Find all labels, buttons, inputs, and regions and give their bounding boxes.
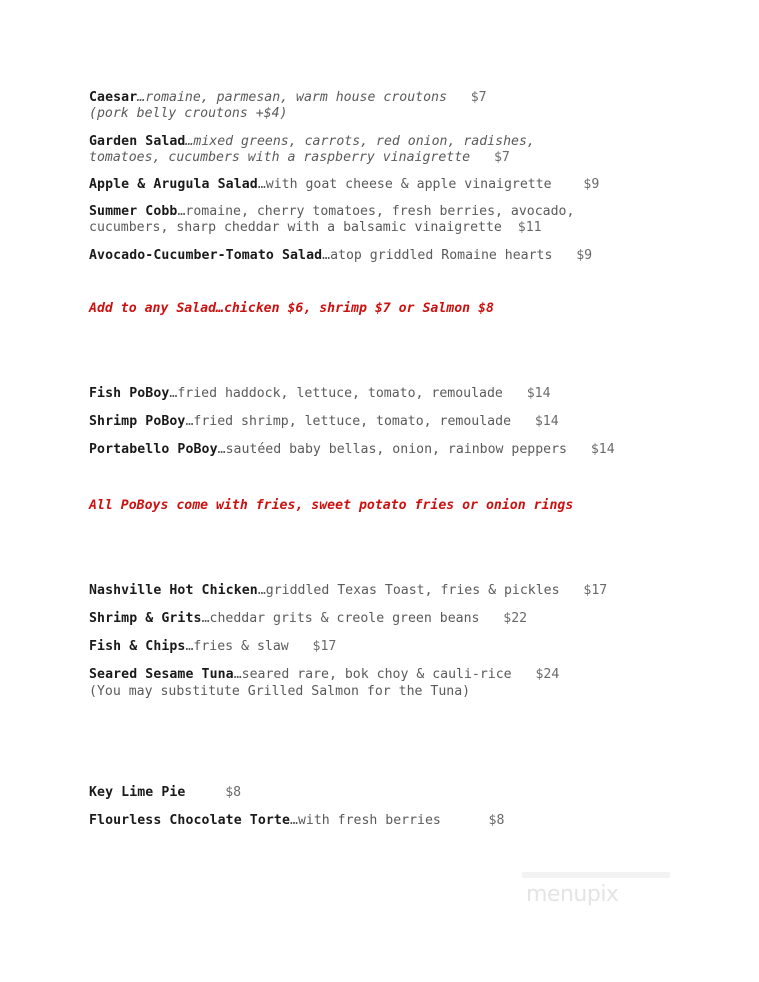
menu-item-apple-arugula <box>89 177 599 193</box>
item-price: $8 <box>488 813 505 828</box>
item-description: …sautéed baby bellas, onion, rainbow peppers <box>217 442 567 457</box>
item-name: Fish PoBoy <box>89 386 170 401</box>
watermark-text: menupix <box>526 882 619 907</box>
item-description: …griddled Texas Toast, fries & pickles <box>257 583 560 598</box>
item-description: cucumbers, sharp cheddar with a balsamic vinaigrette <box>89 220 502 235</box>
menu-item-summer-cobb <box>89 204 574 220</box>
item-price: $14 <box>534 414 559 429</box>
item-price: $17 <box>312 639 337 654</box>
menu-item-chocolate-torte <box>89 813 504 829</box>
item-price: $17 <box>583 583 608 598</box>
item-name: Avocado-Cucumber-Tomato Salad <box>89 248 323 263</box>
menu-item-key-lime-pie <box>89 785 241 801</box>
item-description: tomatoes, cucumbers with a raspberry vinaigrette <box>89 150 471 165</box>
caesar-extra: (pork belly croutons +$4) <box>89 106 288 121</box>
item-name: Garden Salad <box>89 134 186 149</box>
poboy-sides-note: All PoBoys come with fries, sweet potato fries or onion rings <box>89 498 574 513</box>
tuna-substitution-note: (You may substitute Grilled Salmon for the Tuna) <box>89 684 471 699</box>
item-name: Portabello PoBoy <box>89 442 218 457</box>
menu-item-shrimp-poboy <box>89 414 559 430</box>
item-price: $9 <box>576 248 593 263</box>
item-name: Fish & Chips <box>89 639 186 654</box>
item-price: $8 <box>225 785 242 800</box>
item-name: Apple & Arugula Salad <box>89 177 258 192</box>
item-name: Summer Cobb <box>89 204 178 219</box>
item-name: Seared Sesame Tuna <box>89 667 234 682</box>
item-description: …with fresh berries <box>290 813 441 828</box>
item-description: …with goat cheese & apple vinaigrette <box>257 177 552 192</box>
menu-item-nashville-hot-chicken <box>89 583 607 599</box>
menu-item-shrimp-grits <box>89 611 527 627</box>
item-extra-note <box>89 106 288 122</box>
item-price: $24 <box>535 667 560 682</box>
item-description: …fries & slaw <box>185 639 289 654</box>
menu-item-summer-cobb-cont <box>89 220 542 236</box>
item-description: …atop griddled Romaine hearts <box>322 248 553 263</box>
item-name: Shrimp PoBoy <box>89 414 186 429</box>
item-price: $9 <box>583 177 600 192</box>
item-description: …fried haddock, lettuce, tomato, remoulade <box>169 386 503 401</box>
menu-item-avocado-salad <box>89 248 592 264</box>
item-name: Caesar <box>89 90 138 105</box>
item-name: Key Lime Pie <box>89 785 186 800</box>
item-description: …cheddar grits & creole green beans <box>201 611 480 626</box>
item-description: …mixed greens, carrots, red onion, radishes, <box>185 134 535 149</box>
item-description: …seared rare, bok choy & cauli-rice <box>233 667 512 682</box>
item-name: Shrimp & Grits <box>89 611 202 626</box>
item-price: $7 <box>470 90 487 105</box>
item-description: …romaine, parmesan, warm house croutons <box>137 90 447 105</box>
menupix-watermark <box>522 870 672 918</box>
menu-item-fish-poboy <box>89 386 551 402</box>
menu-item-portabello-poboy <box>89 442 615 458</box>
item-name: Nashville Hot Chicken <box>89 583 258 598</box>
item-price: $11 <box>517 220 542 235</box>
item-price: $14 <box>526 386 551 401</box>
item-price: $7 <box>493 150 510 165</box>
menu-item-seared-tuna <box>89 667 559 683</box>
item-price: $22 <box>503 611 528 626</box>
item-description: …fried shrimp, lettuce, tomato, remoulade <box>185 414 512 429</box>
item-description: …romaine, cherry tomatoes, fresh berries, avocado, <box>177 204 575 219</box>
menu-item-garden-salad-cont <box>89 150 510 166</box>
menu-item-caesar <box>89 90 487 106</box>
menu-item-garden-salad <box>89 134 535 150</box>
salad-addon-note: Add to any Salad…chicken $6, shrimp $7 or Salmon $8 <box>89 301 494 316</box>
item-name: Flourless Chocolate Torte <box>89 813 290 828</box>
watermark-bar <box>522 872 670 878</box>
menu-item-fish-chips <box>89 639 336 655</box>
item-price: $14 <box>590 442 615 457</box>
